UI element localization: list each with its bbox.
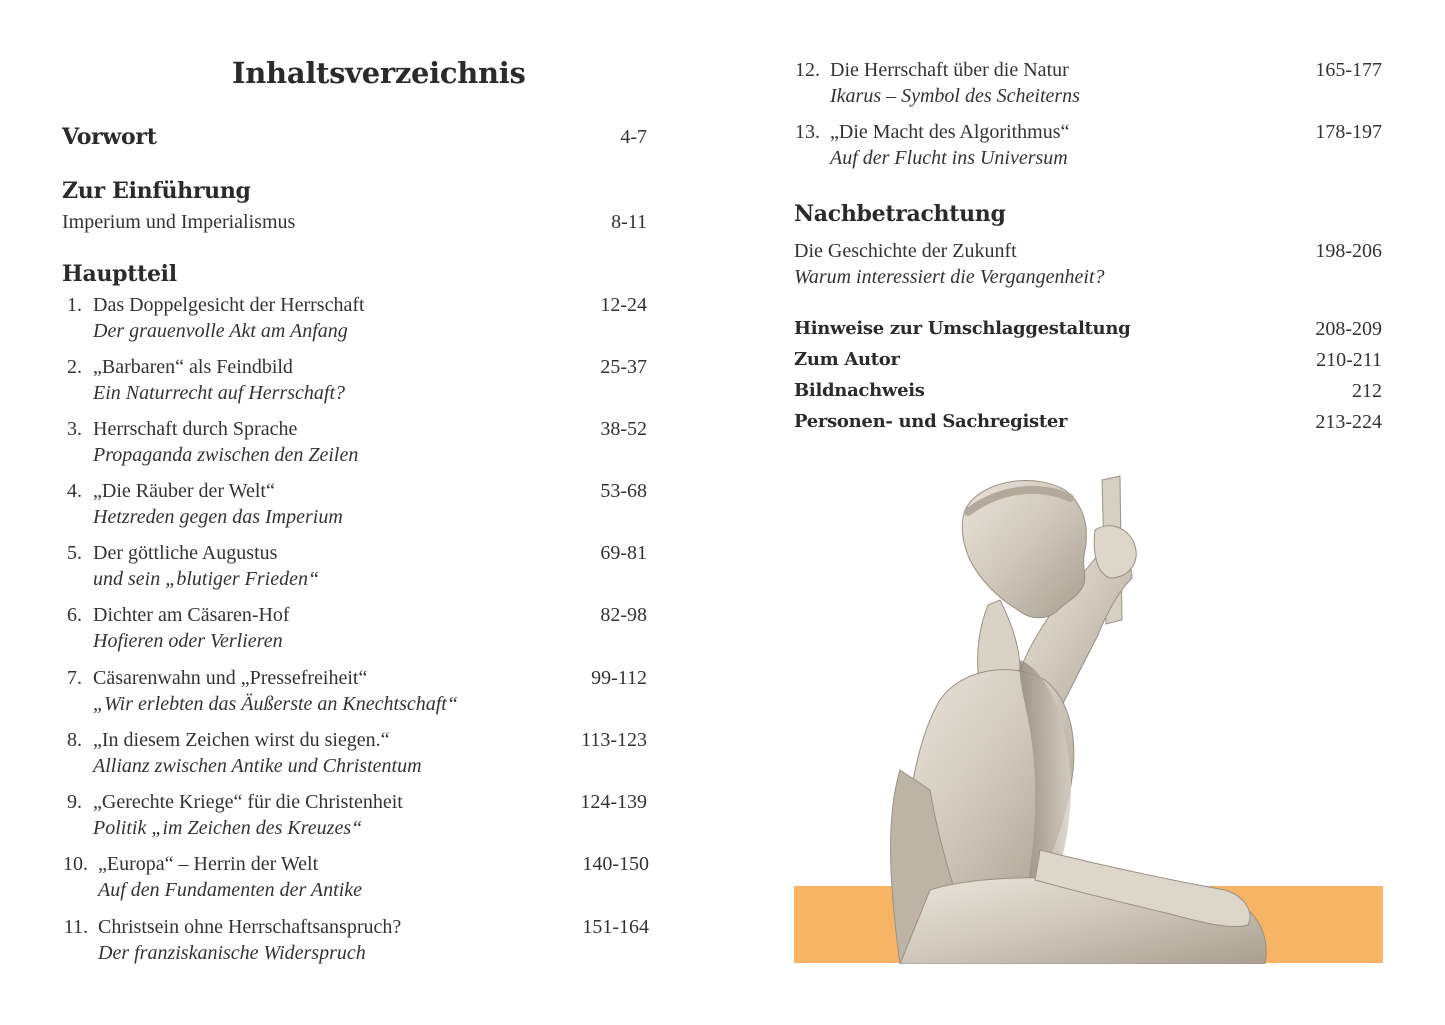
chapter-number: 7. (67, 667, 82, 689)
chapter-number: 2. (67, 356, 82, 378)
chapter-pages: 82-98 (600, 604, 647, 626)
chapter-pages: 12-24 (600, 294, 647, 316)
chapter-subtitle: Der franziskanische Widerspruch (98, 942, 366, 964)
chapter-title: Cäsarenwahn und „Pressefreiheit“ (93, 667, 368, 689)
chapter-number: 5. (67, 542, 82, 564)
appendix-item-title: Zum Autor (794, 349, 900, 370)
chapter-number: 10. (63, 853, 88, 875)
chapter-subtitle: Hofieren oder Verlieren (93, 630, 283, 652)
chapter-pages: 151-164 (582, 916, 649, 938)
chapter-pages: 165-177 (1315, 59, 1382, 81)
chapter-subtitle: Hetzreden gegen das Imperium (93, 506, 343, 528)
chapter-subtitle: Politik „im Zeichen des Kreuzes“ (93, 817, 363, 839)
chapter-subtitle: Propaganda zwischen den Zeilen (93, 444, 359, 466)
chapter-title: Der göttliche Augustus (93, 542, 278, 564)
chapter-pages: 140-150 (582, 853, 649, 875)
chapter-pages: 124-139 (580, 791, 647, 813)
chapter-subtitle: Auf den Fundamenten der Antike (98, 879, 363, 901)
chapter-subtitle: Ein Naturrecht auf Herrschaft? (93, 382, 346, 404)
chapter-pages: 99-112 (591, 667, 647, 689)
chapter-number: 1. (67, 294, 82, 316)
chapter-pages: 69-81 (600, 542, 647, 564)
chapter-title: „Barbaren“ als Feindbild (93, 356, 293, 378)
chapter-pages: 38-52 (600, 418, 647, 440)
chapter-title: Das Doppelgesicht der Herrschaft (93, 294, 365, 316)
chapter-number: 4. (67, 480, 82, 502)
chapter-title: Die Herrschaft über die Natur (830, 59, 1069, 81)
nachbetrachtung-entry: Die Geschichte der Zukunft (794, 240, 1017, 262)
chapter-pages: 25-37 (600, 356, 647, 378)
chapter-title: „Die Räuber der Welt“ (93, 480, 275, 502)
chapter-title: „Gerechte Kriege“ für die Christenheit (93, 791, 403, 813)
appendix-item-pages: 213-224 (1315, 411, 1382, 433)
vorwort-pages: 4-7 (620, 126, 647, 148)
einfuehrung-pages: 8-11 (611, 211, 647, 233)
appendix-item-title: Hinweise zur Umschlaggestaltung (794, 318, 1131, 339)
appendix-item-title: Bildnachweis (794, 380, 925, 401)
chapter-subtitle: Auf der Flucht ins Universum (830, 147, 1068, 169)
augustus-statue-icon (870, 470, 1290, 964)
chapter-pages: 53-68 (600, 480, 647, 502)
page-title: Inhaltsverzeichnis (232, 56, 526, 90)
chapter-pages: 113-123 (581, 729, 647, 751)
chapter-subtitle: Allianz zwischen Antike und Christentum (93, 755, 422, 777)
chapter-number: 6. (67, 604, 82, 626)
chapter-subtitle: Der grauenvolle Akt am Anfang (93, 320, 348, 342)
appendix-item-pages: 210-211 (1316, 349, 1382, 371)
chapter-number: 12. (795, 59, 820, 81)
nachbetrachtung-pages: 198-206 (1315, 240, 1382, 262)
hauptteil-heading: Hauptteil (62, 261, 177, 287)
chapter-title: Christsein ohne Herrschaftsanspruch? (98, 916, 402, 938)
chapter-subtitle: und sein „blutiger Frieden“ (93, 568, 320, 590)
chapter-subtitle: Ikarus – Symbol des Scheiterns (830, 85, 1080, 107)
chapter-pages: 178-197 (1315, 121, 1382, 143)
einfuehrung-heading: Zur Einführung (62, 178, 251, 204)
appendix-item-pages: 208-209 (1315, 318, 1382, 340)
chapter-title: Herrschaft durch Sprache (93, 418, 298, 440)
chapter-title: „Die Macht des Algorithmus“ (830, 121, 1070, 143)
einfuehrung-entry: Imperium und Imperialismus (62, 211, 296, 233)
chapter-number: 9. (67, 791, 82, 813)
chapter-number: 11. (63, 916, 88, 938)
chapter-subtitle: „Wir erlebten das Äußerste an Knechtschaft“ (93, 693, 458, 715)
chapter-number: 8. (67, 729, 82, 751)
chapter-number: 13. (795, 121, 820, 143)
vorwort-heading: Vorwort (62, 124, 157, 150)
chapter-title: Dichter am Cäsaren-Hof (93, 604, 290, 626)
appendix-item-pages: 212 (1352, 380, 1382, 402)
nachbetrachtung-subtitle: Warum interessiert die Vergangenheit? (794, 266, 1105, 288)
appendix-item-title: Personen- und Sachregister (794, 411, 1068, 432)
chapter-number: 3. (67, 418, 82, 440)
left-page (0, 0, 722, 1025)
chapter-title: „In diesem Zeichen wirst du siegen.“ (93, 729, 390, 751)
nachbetrachtung-heading: Nachbetrachtung (794, 201, 1006, 227)
chapter-title: „Europa“ – Herrin der Welt (98, 853, 319, 875)
